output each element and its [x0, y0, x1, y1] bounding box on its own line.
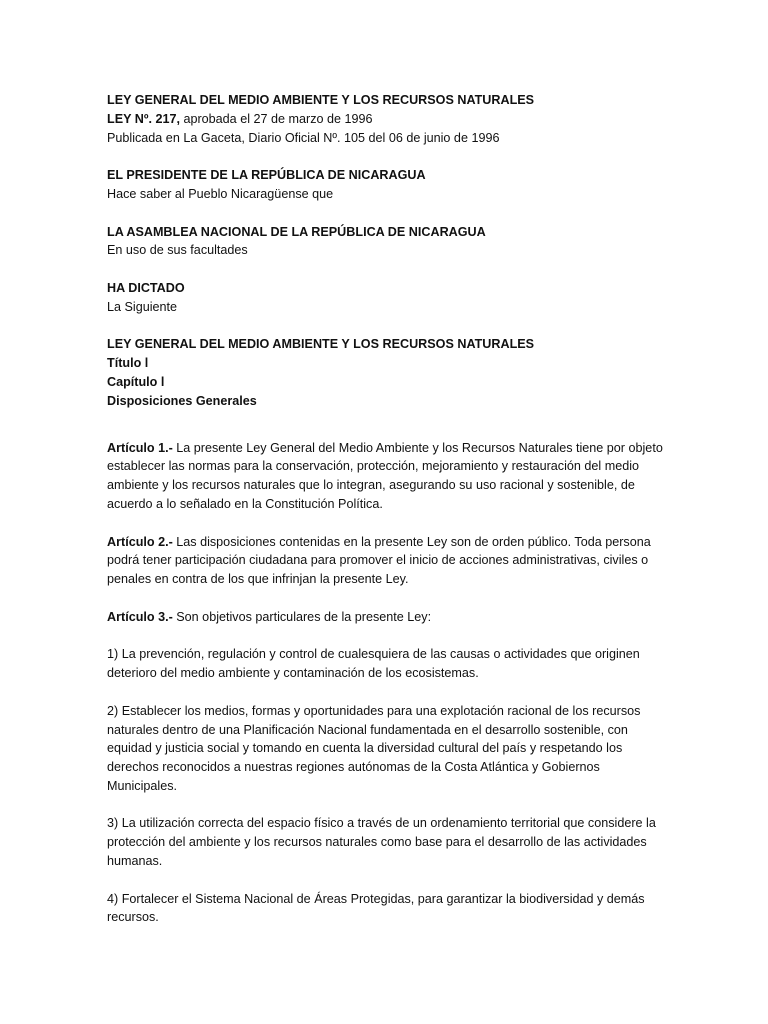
president-heading: EL PRESIDENTE DE LA REPÚBLICA DE NICARAGUA [107, 168, 426, 183]
article-text: La presente Ley General del Medio Ambiente y los Recursos Naturales tiene por objeto establecer las normas para la conservación, protección, mejoramiento y restauración del medio ambiente y los recursos naturales que lo integran, asegurando su uso racional y sostenible, de acuerdo a lo señalado en la Constitución Política. [107, 440, 663, 511]
spacer [107, 147, 667, 166]
law-number [107, 110, 667, 129]
spacer [107, 317, 667, 336]
spacer [107, 796, 667, 815]
dictado-text: La Siguiente [107, 299, 178, 314]
objective-item: 2) Establecer los medios, formas y oportunidades para una explotación racional de los recursos naturales dentro de una Planificación Nacional fundamentada en el desarrollo sostenible, con equidad y justicia social y tomando en cuenta la diversidad cultural del país y respetando los derechos reconocidos a nuestras regiones autónomas de la Costa Atlántica y Gobiernos Municipales. [107, 703, 641, 793]
objective-item: 3) La utilización correcta del espacio físico a través de un ordenamiento territorial que considere la protección del ambiente y los recursos naturales como base para el desarrollo de las actividades humanas. [107, 816, 656, 869]
objective-item: 4) Fortalecer el Sistema Nacional de Áreas Protegidas, para garantizar la biodiversidad y demás recursos. [107, 891, 645, 925]
title-heading: Título l [107, 356, 149, 371]
article-2 [107, 533, 667, 589]
spacer [107, 589, 667, 608]
spacer [107, 627, 667, 646]
article-1 [107, 439, 667, 514]
spacer [107, 204, 667, 223]
publication-line: Publicada en La Gaceta, Diario Oficial Nº. 105 del 06 de junio de 1996 [107, 130, 500, 145]
chapter-heading: Capítulo l [107, 374, 165, 389]
article-label: Artículo 2.- [107, 534, 173, 549]
law-approval-date: aprobada el 27 de marzo de 1996 [179, 111, 373, 126]
spacer [107, 683, 667, 702]
document-body [107, 91, 667, 927]
president-text: Hace saber al Pueblo Nicaragüense que [107, 186, 334, 201]
article-label: Artículo 3.- [107, 609, 173, 624]
spacer [107, 260, 667, 279]
objective-item: 1) La prevención, regulación y control de cualesquiera de las causas o actividades que originen deterioro del medio ambiente y contaminación de los ecosistemas. [107, 647, 640, 681]
spacer [107, 514, 667, 533]
article-label: Artículo 1.- [107, 440, 173, 455]
article-3 [107, 608, 667, 627]
article-text: Las disposiciones contenidas en la presente Ley son de orden público. Toda persona podrá tener participación ciudadana para promover el inicio de acciones administrativas, civiles o penales en contra de los que infrinjan la presente Ley. [107, 534, 651, 587]
spacer [107, 411, 667, 439]
assembly-text: En uso de sus facultades [107, 243, 248, 258]
dictado-heading: HA DICTADO [107, 280, 185, 295]
section-law-title: LEY GENERAL DEL MEDIO AMBIENTE Y LOS RECURSOS NATURALES [107, 337, 535, 352]
spacer [107, 871, 667, 890]
article-text: Son objetivos particulares de la presente Ley: [172, 609, 432, 624]
assembly-heading: LA ASAMBLEA NACIONAL DE LA REPÚBLICA DE NICARAGUA [107, 224, 486, 239]
law-title: LEY GENERAL DEL MEDIO AMBIENTE Y LOS RECURSOS NATURALES [107, 93, 535, 107]
general-provisions-heading: Disposiciones Generales [107, 393, 257, 408]
law-number-label: LEY Nº. 217, [107, 111, 180, 126]
